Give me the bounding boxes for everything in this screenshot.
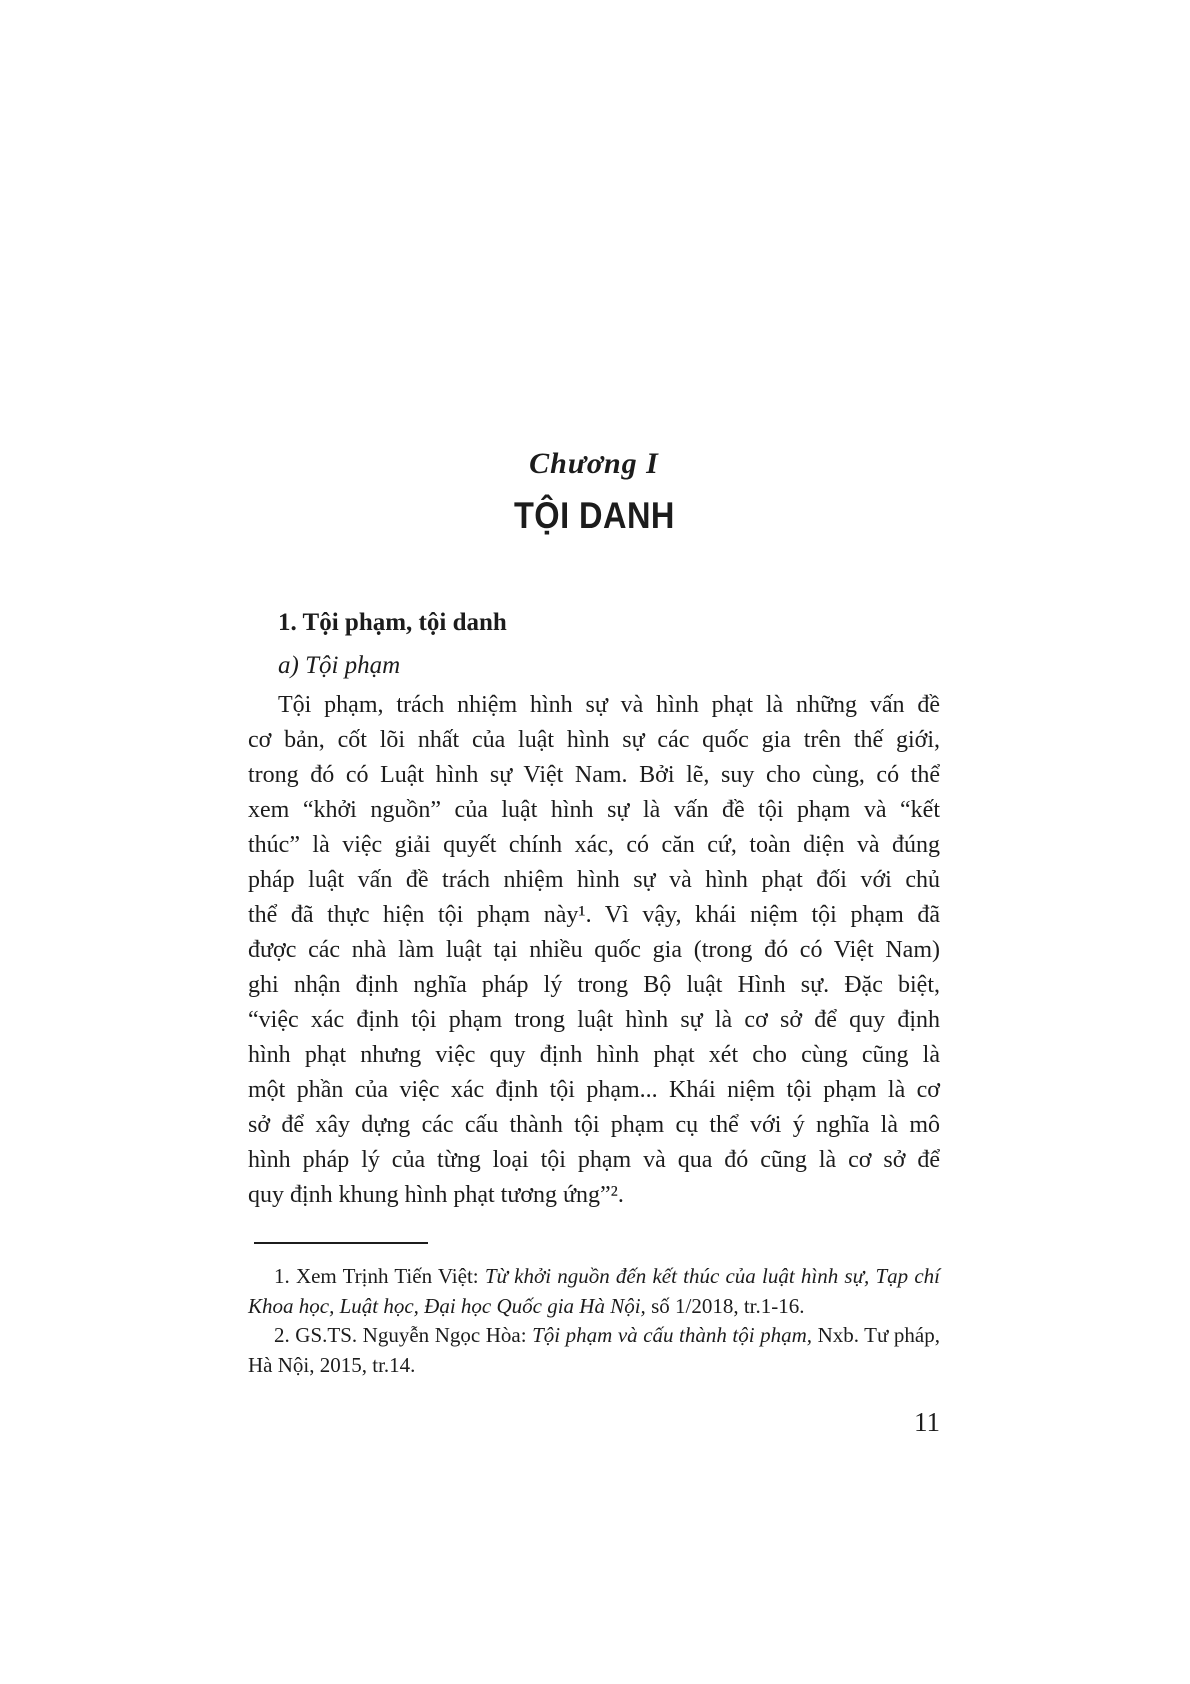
body-line: cơ bản, cốt lõi nhất của luật hình sự các quốc gia trên thế giới, [248,727,940,753]
body-line: trong đó có Luật hình sự Việt Nam. Bởi lẽ, suy cho cùng, có thể [248,762,940,788]
chapter-title-text: TỘI DANH [513,495,675,536]
body-paragraph [248,688,940,1213]
body-line: được các nhà làm luật tại nhiều quốc gia (trong đó có Việt Nam) [248,937,940,963]
body-line: sở để xây dựng các cấu thành tội phạm cụ thể với ý nghĩa là mô [248,1112,940,1138]
text-run: Tội phạm và cấu thành tội phạm, [532,1323,813,1347]
body-line: ghi nhận định nghĩa pháp lý trong Bộ luật Hình sự. Đặc biệt, [248,972,940,998]
body-line: thể đã thực hiện tội phạm này¹. Vì vậy, khái niệm tội phạm đã [248,902,940,928]
text-run: Nxb. Tư pháp, Hà Nội, 2015, tr.14. [248,1323,940,1377]
text-run: số 1/2018, tr.1-16. [645,1293,805,1318]
text-block [248,0,940,1684]
body-line: xem “khởi nguồn” của luật hình sự là vấn đề tội phạm và “kết [248,797,940,823]
body-line: “việc xác định tội phạm trong luật hình sự là cơ sở để quy định [248,1007,940,1033]
section-heading: 1. Tội phạm, tội danh [278,609,507,636]
body-line: hình phạt nhưng việc quy định hình phạt xét cho cùng cũng là [248,1042,940,1068]
text-run: 2. GS.TS. Nguyễn Ngọc Hòa: [274,1323,533,1347]
body-line: quy định khung hình phạt tương ứng”². [248,1182,624,1208]
footnote-separator [254,1242,428,1244]
text-run: Từ khởi nguồn đến kết thúc của luật hình sự, Tạp chí Khoa học, Luật học, Đại học Quốc gia Hà Nội, [248,1264,941,1318]
chapter-label: Chương I [529,447,659,480]
body-line: thúc” là việc giải quyết chính xác, có căn cứ, toàn diện và đúng [248,832,940,858]
text-run: 1. Xem Trịnh Tiến Việt: [274,1264,485,1288]
body-line: pháp luật vấn đề trách nhiệm hình sự và hình phạt đối với chủ [248,867,940,893]
body-line: Tội phạm, trách nhiệm hình sự và hình phạt là những vấn đề [278,692,940,718]
footnote [248,1321,940,1380]
footnote [248,1262,940,1321]
page-number: 11 [914,1407,940,1437]
chapter-title [248,495,940,537]
body-line: một phần của việc xác định tội phạm... Khái niệm tội phạm là cơ [248,1077,940,1103]
subsection-heading: a) Tội phạm [278,652,401,679]
body-line: hình pháp lý của từng loại tội phạm và qua đó cũng là cơ sở để [248,1147,940,1173]
